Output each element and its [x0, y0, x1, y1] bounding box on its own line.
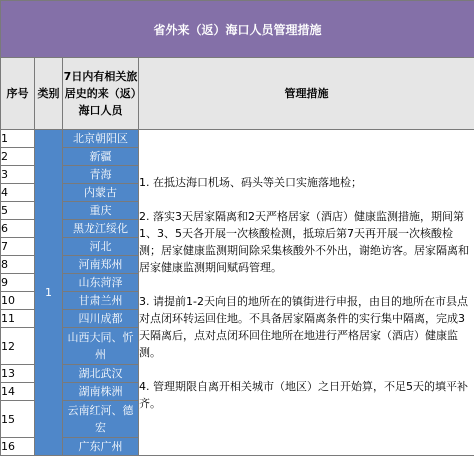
row-number: 10	[1, 292, 35, 310]
row-number: 2	[1, 148, 35, 166]
region-header: 7日内有相关旅居史的来（返）海口人员	[63, 58, 139, 130]
region-cell: 湖南株洲	[63, 383, 139, 401]
measures-cell	[139, 130, 474, 456]
region-cell: 内蒙古	[63, 184, 139, 202]
row-number: 14	[1, 383, 35, 401]
region-cell: 重庆	[63, 202, 139, 220]
measures-header: 管理措施	[139, 58, 474, 130]
category-cell: 1	[35, 130, 63, 456]
region-cell: 黑龙江绥化	[63, 220, 139, 238]
index-header: 序号	[1, 58, 35, 130]
row-number: 15	[1, 401, 35, 438]
measure-item-3: 3. 请提前1-2天向目的地所在的镇街进行申报，由目的地所在市县点对点闭环转运回住地。不具备居家隔离条件的实行集中隔离，完成3天隔离后，点对点闭环回住地所在地进行严格居家（酒店）健康监测。	[139, 294, 468, 359]
row-number: 6	[1, 220, 35, 238]
row-number: 13	[1, 365, 35, 383]
row-number: 8	[1, 256, 35, 274]
table-title: 省外来（返）海口人员管理措施	[1, 1, 474, 58]
row-number: 11	[1, 310, 35, 328]
row-number: 9	[1, 274, 35, 292]
region-cell: 云南红河、德宏	[63, 401, 139, 438]
measure-item-2: 2. 落实3天居家隔离和2天严格居家（酒店）健康监测措施，期间第1、3、5天各开展一次核酸检测，抵琼后第7天再开展一次核酸检测；居家健康监测期间除采集核酸外不外出，谢绝访客。居家隔离和居家健康监测期间赋码管理。	[139, 209, 469, 274]
region-cell: 山东菏泽	[63, 274, 139, 292]
row-number: 3	[1, 166, 35, 184]
region-cell: 山西大同、忻州	[63, 328, 139, 365]
region-cell: 四川成都	[63, 310, 139, 328]
region-cell: 青海	[63, 166, 139, 184]
row-number: 4	[1, 184, 35, 202]
measure-item-4: 4. 管理期限自离开相关城市（地区）之日开始算，不足5天的填平补齐。	[139, 379, 468, 410]
region-cell: 河北	[63, 238, 139, 256]
region-cell: 新疆	[63, 148, 139, 166]
region-cell: 河南郑州	[63, 256, 139, 274]
region-cell: 甘肃兰州	[63, 292, 139, 310]
category-header: 类别	[35, 58, 63, 130]
region-cell: 广东广州	[63, 438, 139, 456]
row-number: 1	[1, 130, 35, 148]
measure-item-1: 1. 在抵达海口机场、码头等关口实施落地检；	[139, 175, 362, 189]
row-number: 16	[1, 438, 35, 456]
row-number: 5	[1, 202, 35, 220]
row-number: 12	[1, 328, 35, 365]
region-cell: 北京朝阳区	[63, 130, 139, 148]
region-cell: 湖北武汉	[63, 365, 139, 383]
row-number: 7	[1, 238, 35, 256]
